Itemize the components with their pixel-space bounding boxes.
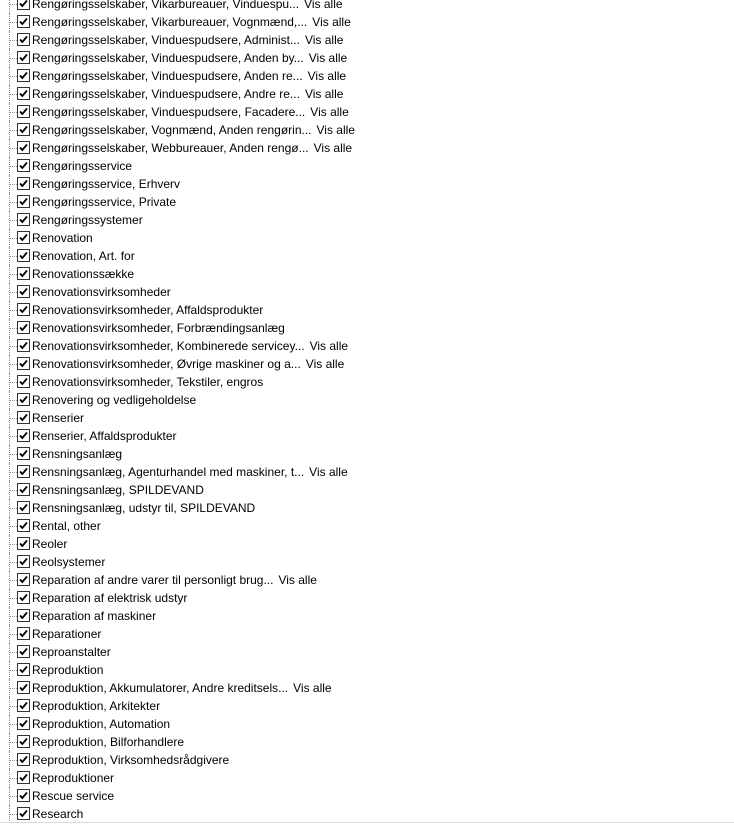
tree-item-text: Rengøringsselskaber, Vinduespudsere, Facadere... <box>32 105 306 119</box>
tree-branch-line <box>10 184 17 185</box>
checkbox[interactable] <box>17 663 30 676</box>
tree-item-label <box>32 229 93 247</box>
tree-branch-line <box>10 112 17 113</box>
tree-item-label <box>32 517 101 535</box>
checkbox[interactable] <box>17 213 30 226</box>
tree-item-text: Rensningsanlæg, udstyr til, SPILDEVAND <box>32 501 256 515</box>
tree-item-label <box>32 139 352 157</box>
checkmark-icon <box>18 142 29 153</box>
tree-item-label <box>32 463 348 481</box>
tree-item-text: Renovationsvirksomheder <box>32 285 171 299</box>
tree-branch-line <box>10 310 17 311</box>
tree-branch-line <box>10 148 17 149</box>
checkbox[interactable] <box>17 105 30 118</box>
tree-branch-line <box>10 616 17 617</box>
tree-item-text: Reproduktion, Arkitekter <box>32 699 161 713</box>
tree-item-label <box>32 103 349 121</box>
show-all-link[interactable]: Vis alle <box>293 681 332 695</box>
checkbox[interactable] <box>17 573 30 586</box>
tree-connector-line <box>9 0 10 13</box>
tree-item-text: Rensningsanlæg <box>32 447 123 461</box>
checkmark-icon <box>18 358 29 369</box>
tree-item-text: Rengøringsselskaber, Webbureauer, Anden rengø... <box>32 141 309 155</box>
tree-branch-line <box>10 76 17 77</box>
show-all-link[interactable]: Vis alle <box>278 573 317 587</box>
checkmark-icon <box>18 88 29 99</box>
tree-branch-line <box>10 292 17 293</box>
tree-row[interactable] <box>0 31 734 49</box>
checkbox[interactable] <box>17 627 30 640</box>
tree-item-text: Rengøringsselskaber, Vinduespudsere, Anden by... <box>32 51 304 65</box>
show-all-link[interactable]: Vis alle <box>304 0 343 11</box>
tree-item-text: Renserier <box>32 411 85 425</box>
tree-row[interactable] <box>0 697 734 715</box>
tree-row[interactable] <box>0 0 734 13</box>
tree-branch-line <box>10 724 17 725</box>
tree-row[interactable] <box>0 229 734 247</box>
checkbox[interactable] <box>17 771 30 784</box>
checkbox[interactable] <box>17 717 30 730</box>
tree-row[interactable] <box>0 499 734 517</box>
tree-branch-line <box>10 40 17 41</box>
checkbox[interactable] <box>17 159 30 172</box>
checkbox[interactable] <box>17 411 30 424</box>
checkmark-icon <box>18 700 29 711</box>
tree-item-label <box>32 769 114 787</box>
checkbox[interactable] <box>17 69 30 82</box>
checkbox[interactable] <box>17 555 30 568</box>
checkmark-icon <box>18 106 29 117</box>
tree-branch-line <box>10 328 17 329</box>
checkbox[interactable] <box>17 195 30 208</box>
tree-item-label <box>32 0 343 13</box>
checkbox[interactable] <box>17 645 30 658</box>
checkbox[interactable] <box>17 303 30 316</box>
tree-item-label <box>32 607 156 625</box>
checkbox[interactable] <box>17 249 30 262</box>
tree-item-label <box>32 85 343 103</box>
checkmark-icon <box>18 412 29 423</box>
tree-item-text: Reproduktion, Automation <box>32 717 171 731</box>
checkbox[interactable] <box>17 681 30 694</box>
checkmark-icon <box>18 664 29 675</box>
tree-item-label <box>32 733 184 751</box>
tree-row[interactable] <box>0 787 734 805</box>
tree-branch-line <box>10 580 17 581</box>
tree-item-label <box>32 427 177 445</box>
tree-branch-line <box>10 4 17 5</box>
tree-item-label <box>32 661 103 679</box>
show-all-link[interactable]: Vis alle <box>304 33 344 47</box>
checkmark-icon <box>18 232 29 243</box>
tree-branch-line <box>10 670 17 671</box>
tree-row[interactable] <box>0 751 734 769</box>
checkmark-icon <box>18 268 29 279</box>
checkmark-icon <box>18 214 29 225</box>
checkmark-icon <box>18 34 29 45</box>
tree-row[interactable] <box>0 247 734 265</box>
tree-item-text: Reolsystemer <box>32 555 106 569</box>
tree-branch-line <box>10 490 17 491</box>
tree-item-label <box>32 715 170 733</box>
checkmark-icon <box>18 196 29 207</box>
tree-item-label <box>32 589 187 607</box>
checkbox[interactable] <box>17 231 30 244</box>
tree-row[interactable] <box>0 661 734 679</box>
tree-item-label <box>32 571 317 589</box>
tree-item-text: Rengøringssystemer <box>32 213 143 227</box>
tree-item-label <box>32 805 83 823</box>
tree-row[interactable] <box>0 481 734 499</box>
tree-row[interactable] <box>0 301 734 319</box>
checkbox[interactable] <box>17 123 30 136</box>
tree-row[interactable] <box>0 283 734 301</box>
checkmark-icon <box>18 772 29 783</box>
tree-item-text: Rengøringsservice <box>32 159 133 173</box>
tree-row[interactable] <box>0 139 734 157</box>
checkmark-icon <box>18 448 29 459</box>
show-all-link[interactable]: Vis alle <box>308 51 348 65</box>
tree-item-label <box>32 445 122 463</box>
checkmark-icon <box>18 520 29 531</box>
checkbox[interactable] <box>17 447 30 460</box>
tree-item-label <box>32 751 229 769</box>
checkmark-icon <box>18 286 29 297</box>
checkbox[interactable] <box>17 537 30 550</box>
checkmark-icon <box>18 322 29 333</box>
tree-row[interactable] <box>0 445 734 463</box>
checkmark-icon <box>18 538 29 549</box>
tree-item-text: Rengøringsservice, Erhverv <box>32 177 181 191</box>
tree-item-text: Reproanstalter <box>32 645 111 659</box>
checkmark-icon <box>18 718 29 729</box>
checkbox[interactable] <box>17 285 30 298</box>
tree-branch-line <box>10 742 17 743</box>
tree-branch-line <box>10 526 17 527</box>
tree-row[interactable] <box>0 571 734 589</box>
tree-item-text: Rensningsanlæg, Agenturhandel med maskiner, t... <box>32 465 305 479</box>
tree-row[interactable] <box>0 391 734 409</box>
tree-item-label <box>32 373 263 391</box>
checkbox[interactable] <box>17 375 30 388</box>
tree-item-text: Reparationer <box>32 627 102 641</box>
checkbox[interactable] <box>17 807 30 820</box>
tree-branch-line <box>10 760 17 761</box>
tree-branch-line <box>10 274 17 275</box>
tree-row[interactable] <box>0 589 734 607</box>
tree-row[interactable] <box>0 769 734 787</box>
tree-item-label <box>32 355 344 373</box>
checkbox[interactable] <box>17 339 30 352</box>
checkmark-icon <box>18 304 29 315</box>
show-all-link[interactable]: Vis alle <box>307 69 347 83</box>
tree-item-text: Renovationsvirksomheder, Affaldsprodukter <box>32 303 264 317</box>
tree-row[interactable] <box>0 517 734 535</box>
tree-branch-line <box>10 508 17 509</box>
tree-row[interactable] <box>0 337 734 355</box>
tree-row[interactable] <box>0 805 734 823</box>
tree-item-label <box>32 13 351 31</box>
tree-row[interactable] <box>0 121 734 139</box>
show-all-link[interactable]: Vis alle <box>313 141 353 155</box>
tree-item-text: Rengøringsservice, Private <box>32 195 177 209</box>
tree-item-text: Renovationsvirksomheder, Tekstiler, engros <box>32 375 264 389</box>
tree-item-label <box>32 643 111 661</box>
tree-item-text: Reproduktion, Akkumulatorer, Andre kreditsels... <box>32 681 289 695</box>
tree-row[interactable] <box>0 679 734 697</box>
checkmark-icon <box>18 178 29 189</box>
tree-item-text: Renovationsvirksomheder, Kombinerede servicey... <box>32 339 305 353</box>
tree-branch-line <box>10 454 17 455</box>
tree-branch-line <box>10 652 17 653</box>
checkmark-icon <box>18 52 29 63</box>
tree-item-text: Reproduktion <box>32 663 104 677</box>
tree-branch-line <box>10 562 17 563</box>
tree-branch-line <box>10 796 17 797</box>
tree-item-label <box>32 787 114 805</box>
tree-item-label <box>32 247 135 265</box>
tree-item-text: Rescue service <box>32 789 115 803</box>
tree-row[interactable] <box>0 85 734 103</box>
tree-branch-line <box>10 256 17 257</box>
tree-item-label <box>32 157 132 175</box>
checkmark-icon <box>18 628 29 639</box>
tree-item-text: Renovationsvirksomheder, Øvrige maskiner og a... <box>32 357 301 371</box>
checkbox[interactable] <box>17 789 30 802</box>
tree-branch-line <box>10 688 17 689</box>
show-all-link[interactable]: Vis alle <box>309 339 349 353</box>
checkmark-icon <box>18 574 29 585</box>
tree-row[interactable] <box>0 733 734 751</box>
checkbox[interactable] <box>17 267 30 280</box>
tree-branch-line <box>10 598 17 599</box>
tree-branch-line <box>10 238 17 239</box>
tree-branch-line <box>10 220 17 221</box>
checkmark-icon <box>18 592 29 603</box>
tree-item-text: Renovation, Art. for <box>32 249 135 263</box>
tree-row[interactable] <box>0 13 734 31</box>
checkmark-icon <box>18 0 29 9</box>
tree-item-text: Reproduktioner <box>32 771 115 785</box>
tree-item-label <box>32 697 160 715</box>
tree-item-label <box>32 625 101 643</box>
tree-item-label <box>32 301 263 319</box>
checkbox[interactable] <box>17 699 30 712</box>
tree-branch-line <box>10 94 17 95</box>
checkmark-icon <box>18 682 29 693</box>
tree-row[interactable] <box>0 265 734 283</box>
checkmark-icon <box>18 790 29 801</box>
show-all-link[interactable]: Vis alle <box>310 105 349 119</box>
tree-row[interactable] <box>0 409 734 427</box>
tree-item-label <box>32 283 171 301</box>
tree-row[interactable] <box>0 427 734 445</box>
tree-item-label <box>32 265 134 283</box>
tree-item-label <box>32 499 255 517</box>
checkbox[interactable] <box>17 177 30 190</box>
tree-row[interactable] <box>0 103 734 121</box>
checkmark-icon <box>18 430 29 441</box>
tree-item-text: Rengøringsselskaber, Vinduespudsere, Andre re... <box>32 87 300 101</box>
tree-branch-line <box>10 544 17 545</box>
checkbox[interactable] <box>17 609 30 622</box>
checkmark-icon <box>18 160 29 171</box>
checkbox[interactable] <box>17 735 30 748</box>
checkbox[interactable] <box>17 141 30 154</box>
tree-item-label <box>32 121 355 139</box>
show-all-link[interactable]: Vis alle <box>309 465 348 479</box>
tree-item-text: Reproduktion, Virksomhedsrådgivere <box>32 753 230 767</box>
checkbox[interactable] <box>17 321 30 334</box>
tree-item-label <box>32 337 348 355</box>
show-all-link[interactable]: Vis alle <box>316 123 355 137</box>
tree-item-text: Rengøringsselskaber, Vognmænd, Anden rengørin... <box>32 123 312 137</box>
checkmark-icon <box>18 250 29 261</box>
tree-item-text: Reparation af andre varer til personligt brug... <box>32 573 274 587</box>
tree-branch-line <box>10 634 17 635</box>
tree-branch-line <box>10 382 17 383</box>
tree-row[interactable] <box>0 373 734 391</box>
tree-item-label <box>32 481 204 499</box>
tree-branch-line <box>10 814 17 815</box>
tree-item-label <box>32 679 332 697</box>
tree-item-text: Renovationssække <box>32 267 135 281</box>
tree-item-text: Renovationsvirksomheder, Forbrændingsanlæg <box>32 321 285 335</box>
tree-row[interactable] <box>0 319 734 337</box>
checkbox[interactable] <box>17 465 30 478</box>
tree-item-label <box>32 319 285 337</box>
checkmark-icon <box>18 736 29 747</box>
tree-row[interactable] <box>0 463 734 481</box>
tree-row[interactable] <box>0 193 734 211</box>
tree-branch-line <box>10 58 17 59</box>
tree-item-label <box>32 49 347 67</box>
tree-row[interactable] <box>0 211 734 229</box>
checkmark-icon <box>18 754 29 765</box>
tree-branch-line <box>10 22 17 23</box>
show-all-link[interactable]: Vis alle <box>305 357 345 371</box>
checkmark-icon <box>18 502 29 513</box>
tree-row[interactable] <box>0 355 734 373</box>
tree-item-label <box>32 211 143 229</box>
checkbox[interactable] <box>17 87 30 100</box>
checkbox[interactable] <box>17 483 30 496</box>
tree-item-label <box>32 391 196 409</box>
checkmark-icon <box>18 70 29 81</box>
checkmark-icon <box>18 376 29 387</box>
tree-branch-line <box>10 418 17 419</box>
tree-item-text: Rental, other <box>32 519 101 533</box>
tree-item-text: Rengøringsselskaber, Vinduespudsere, Anden re... <box>32 69 303 83</box>
tree-branch-line <box>10 346 17 347</box>
tree-branch-line <box>10 778 17 779</box>
tree-item-text: Research <box>32 807 84 821</box>
tree-item-label <box>32 553 105 571</box>
show-all-link[interactable]: Vis alle <box>304 87 344 101</box>
tree-branch-line <box>10 436 17 437</box>
checkmark-icon <box>18 808 29 819</box>
checkbox[interactable] <box>17 393 30 406</box>
checkbox[interactable] <box>17 33 30 46</box>
tree-row[interactable] <box>0 535 734 553</box>
tree-item-text: Reproduktion, Bilforhandlere <box>32 735 185 749</box>
tree-item-text: Reparation af elektrisk udstyr <box>32 591 188 605</box>
checkmark-icon <box>18 646 29 657</box>
checkmark-icon <box>18 466 29 477</box>
checkbox[interactable] <box>17 357 30 370</box>
checkbox[interactable] <box>17 753 30 766</box>
checkmark-icon <box>18 394 29 405</box>
tree-row[interactable] <box>0 49 734 67</box>
tree-item-label <box>32 31 343 49</box>
tree-row[interactable] <box>0 625 734 643</box>
checkbox[interactable] <box>17 519 30 532</box>
tree-item-text: Rengøringsselskaber, Vinduespudsere, Administ... <box>32 33 300 47</box>
checkmark-icon <box>18 124 29 135</box>
tree-row[interactable] <box>0 67 734 85</box>
tree-item-text: Reparation af maskiner <box>32 609 157 623</box>
tree-branch-line <box>10 400 17 401</box>
tree-branch-line <box>10 130 17 131</box>
tree-item-text: Rengøringsselskaber, Vikarbureauer, Vinduespu... <box>32 0 300 11</box>
checkbox[interactable] <box>17 15 30 28</box>
tree-item-text: Renovation <box>32 231 93 245</box>
checkbox[interactable] <box>17 429 30 442</box>
checkbox[interactable] <box>17 591 30 604</box>
tree-row[interactable] <box>0 157 734 175</box>
tree-row[interactable] <box>0 643 734 661</box>
show-all-link[interactable]: Vis alle <box>312 15 351 29</box>
checkmark-icon <box>18 610 29 621</box>
checkmark-icon <box>18 556 29 567</box>
tree-branch-line <box>10 472 17 473</box>
tree-branch-line <box>10 364 17 365</box>
checkmark-icon <box>18 484 29 495</box>
tree-item-text: Renserier, Affaldsprodukter <box>32 429 177 443</box>
tree-item-text: Rensningsanlæg, SPILDEVAND <box>32 483 204 497</box>
tree-item-label <box>32 67 346 85</box>
tree-item-label <box>32 409 84 427</box>
tree-row[interactable] <box>0 607 734 625</box>
tree-row[interactable] <box>0 175 734 193</box>
tree-item-label <box>32 175 180 193</box>
tree-branch-line <box>10 166 17 167</box>
tree-branch-line <box>10 706 17 707</box>
tree-item-text: Renovering og vedligeholdelse <box>32 393 197 407</box>
tree-row[interactable] <box>0 715 734 733</box>
tree-item-text: Rengøringsselskaber, Vikarbureauer, Vognmænd,... <box>32 15 308 29</box>
checkbox[interactable] <box>17 501 30 514</box>
tree-bottom-border <box>0 822 734 823</box>
checkmark-icon <box>18 340 29 351</box>
tree-branch-line <box>10 202 17 203</box>
tree-item-label <box>32 535 67 553</box>
tree-item-label <box>32 193 176 211</box>
checkbox[interactable] <box>17 51 30 64</box>
tree-row[interactable] <box>0 553 734 571</box>
checkmark-icon <box>18 16 29 27</box>
checkbox[interactable] <box>17 0 30 10</box>
tree-item-text: Reoler <box>32 537 68 551</box>
